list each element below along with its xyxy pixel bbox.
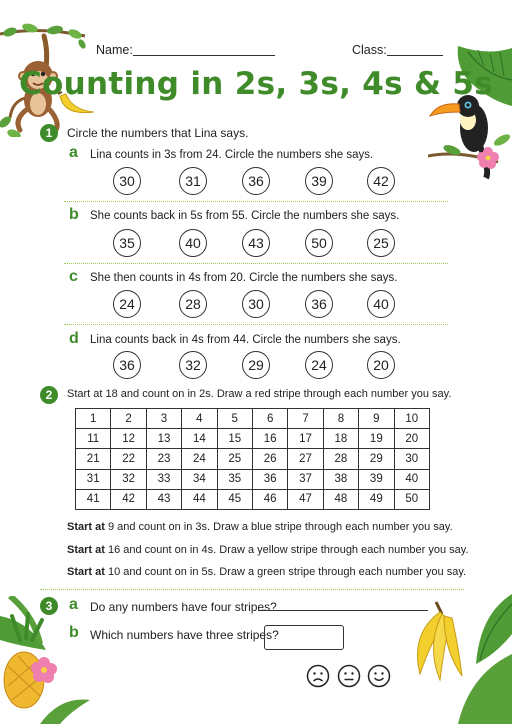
number-circle[interactable]: 28 [179,290,207,318]
number-circle[interactable]: 36 [242,167,270,195]
pineapple-illustration [0,596,96,724]
grid-cell[interactable]: 20 [394,429,429,449]
instruction-lead: Start at [67,566,105,578]
instruction-lead: Start at [67,544,105,556]
instruction-lead: Start at [67,521,105,533]
grid-cell[interactable]: 17 [288,429,323,449]
grid-cell[interactable]: 32 [111,469,146,489]
part-1a-text: Lina counts in 3s from 24. Circle the numbers she says. [90,149,374,161]
grid-row [76,409,430,429]
instruction-green [67,566,466,578]
answer-line-3a[interactable] [258,610,428,611]
grid-cell[interactable]: 3 [146,409,181,429]
part-1d-letter: d [69,330,79,347]
question-1-prompt: Circle the numbers that Lina says. [67,126,249,140]
grid-cell[interactable]: 30 [394,449,429,469]
question-2-prompt: Start at 18 and count on in 2s. Draw a red stripe through each number you say. [67,388,452,400]
grid-cell[interactable]: 36 [252,469,287,489]
grid-cell[interactable]: 5 [217,409,252,429]
grid-cell[interactable]: 7 [288,409,323,429]
number-circle[interactable]: 39 [305,167,333,195]
question-1-number: 1 [40,124,58,142]
part-1d-text: Lina counts back in 4s from 44. Circle the numbers she says. [90,334,401,346]
divider [40,589,464,590]
class-field[interactable] [387,55,443,56]
grid-cell[interactable]: 45 [217,489,252,509]
grid-cell[interactable]: 29 [359,449,394,469]
number-circle[interactable]: 20 [367,351,395,379]
grid-cell[interactable]: 28 [323,449,358,469]
divider [64,263,448,264]
grid-cell[interactable]: 9 [359,409,394,429]
number-circle[interactable]: 29 [242,351,270,379]
instruction-rest: 9 and count on in 3s. Draw a blue stripe through each number you say. [104,521,453,533]
grid-cell[interactable]: 40 [394,469,429,489]
part-1a-letter: a [69,144,78,161]
grid-cell[interactable]: 37 [288,469,323,489]
grid-cell[interactable]: 43 [146,489,181,509]
instruction-rest: 10 and count on in 5s. Draw a green stripe through each number you say. [104,566,467,578]
grid-cell[interactable]: 10 [394,409,429,429]
grid-cell[interactable]: 46 [252,489,287,509]
grid-cell[interactable]: 8 [323,409,358,429]
page-title: Counting in 2s, 3s, 4s & 5s [18,66,494,102]
answer-box-3b[interactable] [264,625,344,650]
grid-cell[interactable]: 1 [76,409,111,429]
number-circle[interactable]: 43 [242,229,270,257]
sad-face-icon[interactable] [306,664,330,688]
name-label: Name: [96,43,133,57]
number-circle[interactable]: 30 [242,290,270,318]
part-3a-text: Do any numbers have four stripes? [90,600,277,614]
grid-cell[interactable]: 33 [146,469,181,489]
number-circle[interactable]: 25 [367,229,395,257]
grid-cell[interactable]: 11 [76,429,111,449]
number-circle[interactable]: 40 [367,290,395,318]
grid-cell[interactable]: 14 [182,429,217,449]
grid-cell[interactable]: 39 [359,469,394,489]
number-circle[interactable]: 36 [305,290,333,318]
grid-cell[interactable]: 27 [288,449,323,469]
grid-cell[interactable]: 49 [359,489,394,509]
grid-row [76,449,430,469]
grid-cell[interactable]: 22 [111,449,146,469]
banana-bunch-illustration [400,594,512,724]
grid-cell[interactable]: 23 [146,449,181,469]
number-circle[interactable]: 31 [179,167,207,195]
grid-cell[interactable]: 21 [76,449,111,469]
instruction-yellow [67,544,469,556]
grid-cell[interactable]: 13 [146,429,181,449]
number-circle[interactable]: 35 [113,229,141,257]
instruction-rest: 16 and count on in 4s. Draw a yellow stripe through each number you say. [104,544,469,556]
part-3b-letter: b [69,624,79,641]
name-field[interactable] [133,55,275,56]
grid-cell[interactable]: 12 [111,429,146,449]
divider [64,324,448,325]
divider [64,201,448,202]
grid-cell[interactable]: 35 [217,469,252,489]
grid-cell[interactable]: 47 [288,489,323,509]
number-circle[interactable]: 32 [179,351,207,379]
grid-cell[interactable]: 38 [323,469,358,489]
grid-cell[interactable]: 26 [252,449,287,469]
grid-cell[interactable]: 18 [323,429,358,449]
grid-cell[interactable]: 16 [252,429,287,449]
grid-row [76,469,430,489]
grid-cell[interactable]: 25 [217,449,252,469]
instruction-blue [67,521,453,533]
neutral-face-icon[interactable] [337,664,361,688]
number-circle[interactable]: 50 [305,229,333,257]
grid-row [76,429,430,449]
question-2-number: 2 [40,386,58,404]
part-1b-letter: b [69,206,79,223]
part-3a-letter: a [69,596,78,613]
number-circle[interactable]: 42 [367,167,395,195]
grid-cell[interactable]: 48 [323,489,358,509]
grid-cell[interactable]: 42 [111,489,146,509]
question-3-number: 3 [40,597,58,615]
grid-cell[interactable]: 34 [182,469,217,489]
part-1c-letter: c [69,268,78,285]
grid-cell[interactable]: 19 [359,429,394,449]
happy-face-icon[interactable] [367,664,391,688]
number-circle[interactable]: 24 [305,351,333,379]
number-circle[interactable]: 30 [113,167,141,195]
grid-cell[interactable]: 15 [217,429,252,449]
grid-cell[interactable]: 31 [76,469,111,489]
grid-cell[interactable]: 4 [182,409,217,429]
grid-row [76,489,430,509]
grid-cell[interactable]: 6 [252,409,287,429]
part-3b-text: Which numbers have three stripes? [90,628,279,642]
grid-cell[interactable]: 50 [394,489,429,509]
grid-cell[interactable]: 24 [182,449,217,469]
number-circle[interactable]: 24 [113,290,141,318]
grid-cell[interactable]: 41 [76,489,111,509]
grid-cell[interactable]: 44 [182,489,217,509]
number-circle[interactable]: 40 [179,229,207,257]
class-label: Class: [352,43,387,57]
part-1b-text: She counts back in 5s from 55. Circle the numbers she says. [90,210,400,222]
hundred-square-grid [75,408,430,510]
part-1c-text: She then counts in 4s from 20. Circle the numbers she says. [90,272,398,284]
grid-cell[interactable]: 2 [111,409,146,429]
number-circle[interactable]: 36 [113,351,141,379]
